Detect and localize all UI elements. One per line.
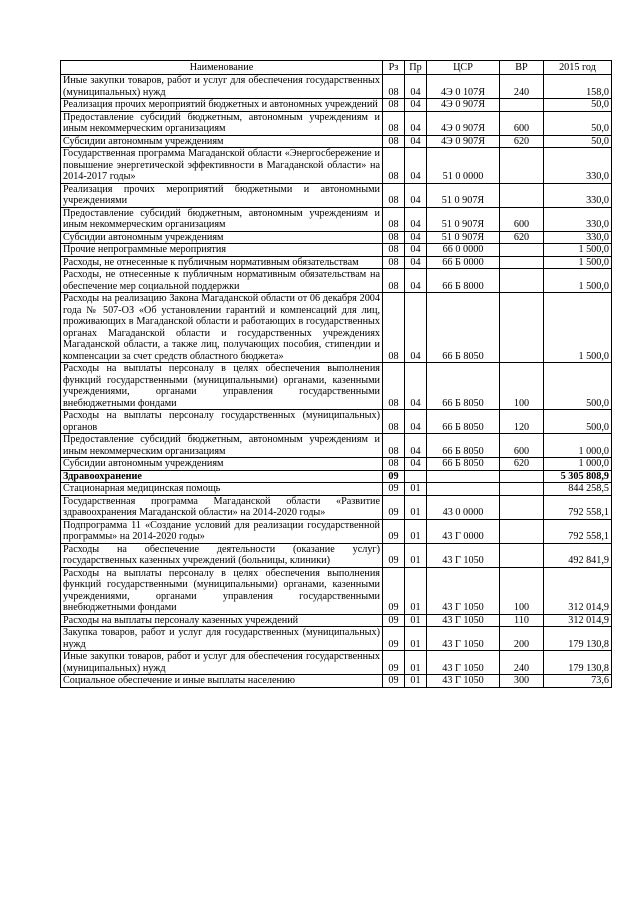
row-name: Расходы на выплаты персоналу государственных (муниципальных) органов bbox=[61, 410, 383, 434]
table-row bbox=[61, 207, 612, 231]
row-csr: 66 Б 8050 bbox=[427, 293, 500, 363]
budget-table bbox=[60, 60, 612, 688]
row-name: Расходы на реализацию Закона Магаданской области от 06 декабря 2004 года № 507-ОЗ «Об установлении гарантий и компенсаций для лиц, проживающих в Магаданской области и работающих в государственных органах Магаданской области и государственных учреждениях Магаданской области, а также лиц, получающих пособия, стипендии и компенсации за счет средств областного бюджета» bbox=[61, 293, 383, 363]
row-pr: 01 bbox=[405, 519, 427, 543]
row-rz: 09 bbox=[383, 470, 405, 483]
table-row bbox=[61, 135, 612, 148]
row-vr bbox=[500, 244, 544, 257]
row-csr: 66 Б 8050 bbox=[427, 458, 500, 471]
row-rz: 08 bbox=[383, 183, 405, 207]
row-amount: 1 000,0 bbox=[544, 434, 612, 458]
row-amount: 1 500,0 bbox=[544, 269, 612, 293]
row-name: Прочие непрограммные мероприятия bbox=[61, 244, 383, 257]
row-name: Закупка товаров, работ и услуг для государственных (муниципальных) нужд bbox=[61, 627, 383, 651]
row-vr: 600 bbox=[500, 207, 544, 231]
row-name: Расходы на выплаты персоналу в целях обеспечения выполнения функций государственными (муниципальными) органами, казенными учреждениями, органами управления государственными внебюджетными фондами bbox=[61, 567, 383, 614]
row-rz: 09 bbox=[383, 567, 405, 614]
row-amount: 330,0 bbox=[544, 148, 612, 184]
row-amount: 50,0 bbox=[544, 99, 612, 112]
row-vr bbox=[500, 269, 544, 293]
table-row bbox=[61, 231, 612, 244]
row-rz: 08 bbox=[383, 293, 405, 363]
table-body bbox=[61, 75, 612, 688]
row-csr bbox=[427, 483, 500, 496]
row-name: Реализация прочих мероприятий бюджетных и автономных учреждений bbox=[61, 99, 383, 112]
row-name: Субсидии автономным учреждениям bbox=[61, 135, 383, 148]
row-pr: 04 bbox=[405, 434, 427, 458]
row-csr: 43 Г 1050 bbox=[427, 614, 500, 627]
table-row bbox=[61, 458, 612, 471]
table-row bbox=[61, 244, 612, 257]
row-csr: 51 0 907Я bbox=[427, 231, 500, 244]
row-amount: 792 558,1 bbox=[544, 495, 612, 519]
table-row bbox=[61, 651, 612, 675]
row-vr bbox=[500, 470, 544, 483]
row-rz: 09 bbox=[383, 675, 405, 688]
row-amount: 1 500,0 bbox=[544, 256, 612, 269]
row-rz: 08 bbox=[383, 269, 405, 293]
row-rz: 08 bbox=[383, 458, 405, 471]
row-amount: 5 305 808,9 bbox=[544, 470, 612, 483]
row-pr: 04 bbox=[405, 135, 427, 148]
row-csr: 66 Б 8050 bbox=[427, 363, 500, 410]
row-csr: 66 0 0000 bbox=[427, 244, 500, 257]
row-rz: 08 bbox=[383, 256, 405, 269]
row-rz: 08 bbox=[383, 410, 405, 434]
row-rz: 09 bbox=[383, 495, 405, 519]
table-row bbox=[61, 75, 612, 99]
row-name: Предоставление субсидий бюджетным, автономным учреждениям и иным некоммерческим организациям bbox=[61, 434, 383, 458]
row-csr: 43 0 0000 bbox=[427, 495, 500, 519]
row-name: Подпрограмма 11 «Создание условий для реализации государственной программы» на 2014-2020 годы» bbox=[61, 519, 383, 543]
row-name: Расходы на выплаты персоналу в целях обеспечения выполнения функций государственными (муниципальными) органами, казенными учреждениями, органами управления государственными внебюджетными фондами bbox=[61, 363, 383, 410]
row-amount: 492 841,9 bbox=[544, 543, 612, 567]
row-vr: 100 bbox=[500, 567, 544, 614]
row-rz: 09 bbox=[383, 614, 405, 627]
row-amount: 330,0 bbox=[544, 183, 612, 207]
table-row bbox=[61, 627, 612, 651]
row-pr: 01 bbox=[405, 675, 427, 688]
row-pr: 04 bbox=[405, 293, 427, 363]
row-amount: 158,0 bbox=[544, 75, 612, 99]
row-rz: 08 bbox=[383, 244, 405, 257]
table-row bbox=[61, 148, 612, 184]
row-csr: 66 Б 8000 bbox=[427, 269, 500, 293]
row-vr: 240 bbox=[500, 75, 544, 99]
row-rz: 08 bbox=[383, 434, 405, 458]
row-amount: 179 130,8 bbox=[544, 651, 612, 675]
table-row bbox=[61, 363, 612, 410]
row-rz: 09 bbox=[383, 519, 405, 543]
row-rz: 08 bbox=[383, 363, 405, 410]
row-amount: 1 500,0 bbox=[544, 244, 612, 257]
row-amount: 844 258,5 bbox=[544, 483, 612, 496]
row-csr: 51 0 907Я bbox=[427, 207, 500, 231]
table-row bbox=[61, 567, 612, 614]
row-pr: 01 bbox=[405, 567, 427, 614]
row-name: Здравоохранение bbox=[61, 470, 383, 483]
row-vr: 120 bbox=[500, 410, 544, 434]
row-vr: 600 bbox=[500, 434, 544, 458]
row-pr: 04 bbox=[405, 231, 427, 244]
row-amount: 1 500,0 bbox=[544, 293, 612, 363]
table-row bbox=[61, 483, 612, 496]
row-rz: 08 bbox=[383, 207, 405, 231]
row-rz: 09 bbox=[383, 483, 405, 496]
table-row bbox=[61, 519, 612, 543]
row-vr: 200 bbox=[500, 627, 544, 651]
row-rz: 08 bbox=[383, 231, 405, 244]
row-rz: 09 bbox=[383, 651, 405, 675]
row-vr bbox=[500, 256, 544, 269]
row-amount: 312 014,9 bbox=[544, 567, 612, 614]
row-pr: 04 bbox=[405, 410, 427, 434]
table-row bbox=[61, 470, 612, 483]
header-name: Наименование bbox=[61, 61, 383, 75]
table-row bbox=[61, 675, 612, 688]
row-name: Предоставление субсидий бюджетным, автономным учреждениям и иным некоммерческим организациям bbox=[61, 111, 383, 135]
table-row bbox=[61, 543, 612, 567]
row-name: Субсидии автономным учреждениям bbox=[61, 231, 383, 244]
row-name: Стационарная медицинская помощь bbox=[61, 483, 383, 496]
header-vr: ВР bbox=[500, 61, 544, 75]
row-rz: 08 bbox=[383, 111, 405, 135]
row-vr: 300 bbox=[500, 675, 544, 688]
row-vr: 620 bbox=[500, 231, 544, 244]
row-amount: 500,0 bbox=[544, 363, 612, 410]
row-pr: 01 bbox=[405, 495, 427, 519]
row-csr: 4Э 0 107Я bbox=[427, 75, 500, 99]
row-csr: 43 Г 0000 bbox=[427, 519, 500, 543]
row-amount: 792 558,1 bbox=[544, 519, 612, 543]
row-rz: 08 bbox=[383, 75, 405, 99]
row-pr: 04 bbox=[405, 183, 427, 207]
row-vr bbox=[500, 543, 544, 567]
row-csr: 66 Б 8050 bbox=[427, 434, 500, 458]
table-row bbox=[61, 293, 612, 363]
row-pr: 04 bbox=[405, 75, 427, 99]
row-pr: 01 bbox=[405, 627, 427, 651]
row-amount: 179 130,8 bbox=[544, 627, 612, 651]
row-csr: 4Э 0 907Я bbox=[427, 111, 500, 135]
row-name: Предоставление субсидий бюджетным, автономным учреждениям и иным некоммерческим организациям bbox=[61, 207, 383, 231]
row-pr: 04 bbox=[405, 148, 427, 184]
table-row bbox=[61, 434, 612, 458]
row-vr: 100 bbox=[500, 363, 544, 410]
row-csr bbox=[427, 470, 500, 483]
row-vr: 620 bbox=[500, 135, 544, 148]
table-row bbox=[61, 256, 612, 269]
row-amount: 50,0 bbox=[544, 111, 612, 135]
table-row bbox=[61, 410, 612, 434]
row-name: Расходы, не отнесенные к публичным нормативным обязательствам bbox=[61, 256, 383, 269]
row-pr: 04 bbox=[405, 256, 427, 269]
row-amount: 73,6 bbox=[544, 675, 612, 688]
row-vr bbox=[500, 483, 544, 496]
row-csr: 43 Г 1050 bbox=[427, 567, 500, 614]
row-pr: 04 bbox=[405, 458, 427, 471]
row-name: Реализация прочих мероприятий бюджетными и автономными учреждениями bbox=[61, 183, 383, 207]
table-row bbox=[61, 269, 612, 293]
row-csr: 43 Г 1050 bbox=[427, 543, 500, 567]
header-year: 2015 год bbox=[544, 61, 612, 75]
row-vr bbox=[500, 148, 544, 184]
row-pr bbox=[405, 470, 427, 483]
row-vr bbox=[500, 183, 544, 207]
row-csr: 66 Б 0000 bbox=[427, 256, 500, 269]
row-amount: 500,0 bbox=[544, 410, 612, 434]
row-csr: 4Э 0 907Я bbox=[427, 135, 500, 148]
table-row bbox=[61, 183, 612, 207]
row-rz: 08 bbox=[383, 148, 405, 184]
row-pr: 01 bbox=[405, 543, 427, 567]
row-name: Субсидии автономным учреждениям bbox=[61, 458, 383, 471]
row-csr: 51 0 907Я bbox=[427, 183, 500, 207]
row-pr: 04 bbox=[405, 207, 427, 231]
row-pr: 01 bbox=[405, 483, 427, 496]
row-vr: 240 bbox=[500, 651, 544, 675]
row-rz: 08 bbox=[383, 99, 405, 112]
row-vr bbox=[500, 519, 544, 543]
row-csr: 4Э 0 907Я bbox=[427, 99, 500, 112]
row-csr: 43 Г 1050 bbox=[427, 675, 500, 688]
header-pr: Пр bbox=[405, 61, 427, 75]
row-pr: 04 bbox=[405, 363, 427, 410]
row-amount: 312 014,9 bbox=[544, 614, 612, 627]
row-name: Иные закупки товаров, работ и услуг для обеспечения государственных (муниципальных) нужд bbox=[61, 651, 383, 675]
row-amount: 330,0 bbox=[544, 231, 612, 244]
row-pr: 01 bbox=[405, 614, 427, 627]
table-row bbox=[61, 614, 612, 627]
header-rz: Рз bbox=[383, 61, 405, 75]
row-name: Иные закупки товаров, работ и услуг для обеспечения государственных (муниципальных) нужд bbox=[61, 75, 383, 99]
table-row bbox=[61, 495, 612, 519]
table-header-row bbox=[61, 61, 612, 75]
row-vr: 110 bbox=[500, 614, 544, 627]
row-amount: 330,0 bbox=[544, 207, 612, 231]
row-csr: 66 Б 8050 bbox=[427, 410, 500, 434]
row-vr: 600 bbox=[500, 111, 544, 135]
row-name: Социальное обеспечение и иные выплаты населению bbox=[61, 675, 383, 688]
row-csr: 51 0 0000 bbox=[427, 148, 500, 184]
row-csr: 43 Г 1050 bbox=[427, 627, 500, 651]
table-row bbox=[61, 99, 612, 112]
row-pr: 01 bbox=[405, 651, 427, 675]
row-pr: 04 bbox=[405, 269, 427, 293]
header-csr: ЦСР bbox=[427, 61, 500, 75]
row-name: Расходы на выплаты персоналу казенных учреждений bbox=[61, 614, 383, 627]
row-pr: 04 bbox=[405, 244, 427, 257]
row-csr: 43 Г 1050 bbox=[427, 651, 500, 675]
row-name: Государственная программа Магаданской области «Энергосбережение и повышение энергетической эффективности в Магаданской области» на 2014-2017 годы» bbox=[61, 148, 383, 184]
row-rz: 08 bbox=[383, 135, 405, 148]
table-row bbox=[61, 111, 612, 135]
row-pr: 04 bbox=[405, 111, 427, 135]
row-amount: 1 000,0 bbox=[544, 458, 612, 471]
row-name: Государственная программа Магаданской области «Развитие здравоохранения Магаданской области» на 2014-2020 годы» bbox=[61, 495, 383, 519]
row-vr bbox=[500, 99, 544, 112]
row-vr bbox=[500, 293, 544, 363]
row-name: Расходы на обеспечение деятельности (оказание услуг) государственных казенных учреждений (больницы, клиники) bbox=[61, 543, 383, 567]
row-vr: 620 bbox=[500, 458, 544, 471]
row-rz: 09 bbox=[383, 543, 405, 567]
row-pr: 04 bbox=[405, 99, 427, 112]
row-vr bbox=[500, 495, 544, 519]
row-rz: 09 bbox=[383, 627, 405, 651]
row-name: Расходы, не отнесенные к публичным нормативным обязательствам на обеспечение мер социальной поддержки bbox=[61, 269, 383, 293]
row-amount: 50,0 bbox=[544, 135, 612, 148]
